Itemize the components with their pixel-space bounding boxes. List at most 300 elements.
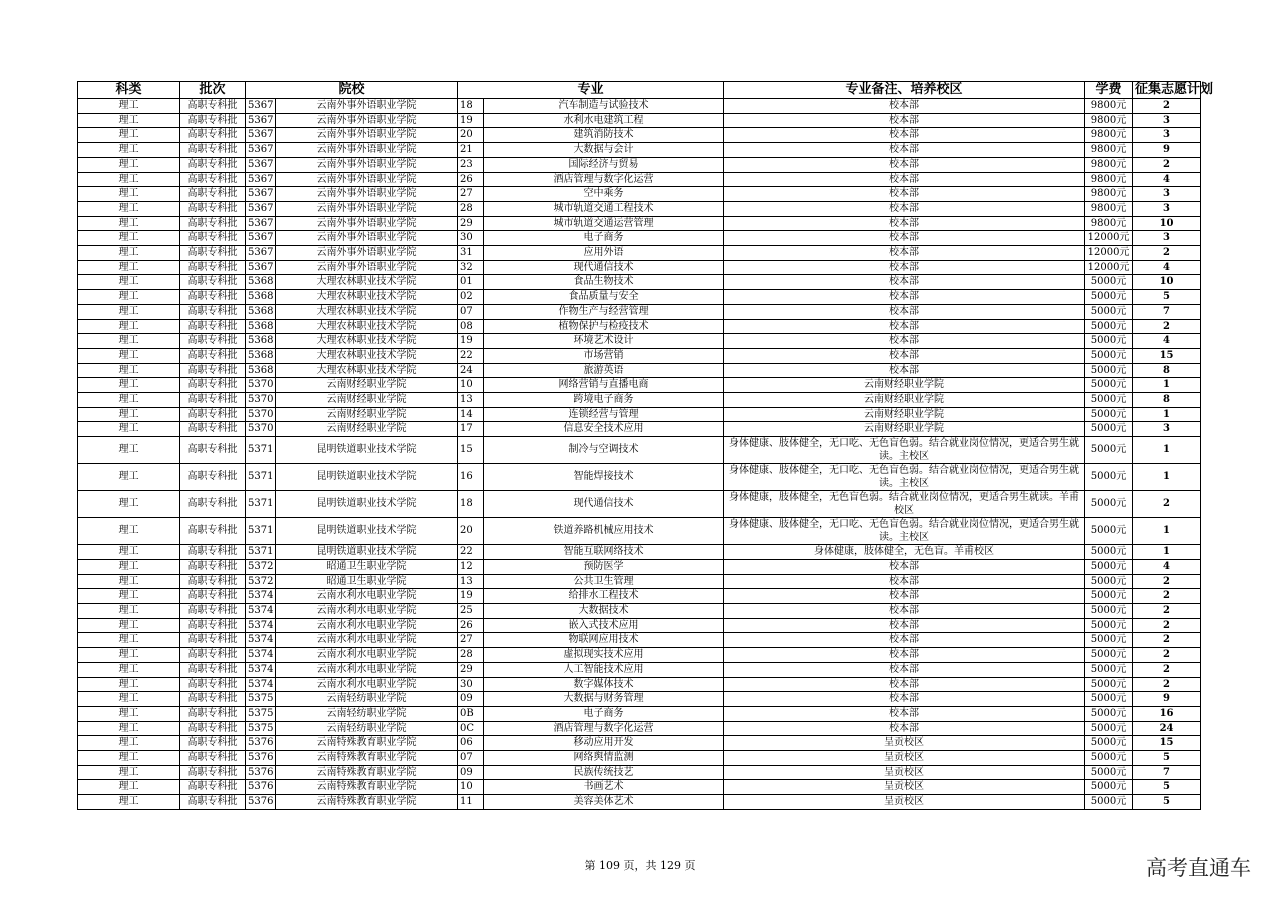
cell-tuition: 5000元 [1085, 603, 1133, 618]
cell-school-code: 5376 [246, 765, 276, 780]
cell-category: 理工 [78, 290, 180, 305]
cell-category: 理工 [78, 304, 180, 319]
cell-remarks: 校本部 [724, 231, 1085, 246]
table-row [78, 721, 1201, 736]
cell-batch: 高职专科批 [180, 319, 246, 334]
cell-batch: 高职专科批 [180, 633, 246, 648]
cell-tuition: 5000元 [1085, 275, 1133, 290]
cell-major-code: 10 [458, 378, 484, 393]
cell-tuition: 5000元 [1085, 677, 1133, 692]
table-row [78, 128, 1201, 143]
cell-category: 理工 [78, 751, 180, 766]
cell-remarks: 校本部 [724, 304, 1085, 319]
cell-school-name: 云南水利水电职业学院 [276, 603, 458, 618]
cell-major-name: 美容美体艺术 [484, 795, 724, 810]
cell-category: 理工 [78, 518, 180, 545]
cell-major-code: 20 [458, 128, 484, 143]
table-row [78, 677, 1201, 692]
cell-remarks: 校本部 [724, 662, 1085, 677]
cell-remarks: 呈贡校区 [724, 795, 1085, 810]
cell-major-name: 预防医学 [484, 559, 724, 574]
cell-batch: 高职专科批 [180, 113, 246, 128]
table-row [78, 795, 1201, 810]
cell-school-code: 5368 [246, 348, 276, 363]
cell-category: 理工 [78, 260, 180, 275]
cell-major-code: 31 [458, 246, 484, 261]
cell-category: 理工 [78, 677, 180, 692]
cell-batch: 高职专科批 [180, 706, 246, 721]
cell-school-code: 5374 [246, 677, 276, 692]
cell-school-name: 大理农林职业技术学院 [276, 348, 458, 363]
cell-school-code: 5367 [246, 260, 276, 275]
cell-remarks: 云南财经职业学院 [724, 407, 1085, 422]
cell-remarks: 校本部 [724, 618, 1085, 633]
cell-category: 理工 [78, 618, 180, 633]
cell-school-name: 云南外事外语职业学院 [276, 187, 458, 202]
cell-major-code: 25 [458, 603, 484, 618]
cell-batch: 高职专科批 [180, 290, 246, 305]
cell-batch: 高职专科批 [180, 128, 246, 143]
cell-plan: 2 [1133, 677, 1201, 692]
cell-school-name: 云南水利水电职业学院 [276, 618, 458, 633]
table-row [78, 662, 1201, 677]
cell-school-code: 5368 [246, 319, 276, 334]
cell-batch: 高职专科批 [180, 677, 246, 692]
cell-batch: 高职专科批 [180, 589, 246, 604]
cell-school-name: 云南财经职业学院 [276, 393, 458, 408]
cell-major-code: 09 [458, 765, 484, 780]
cell-school-name: 云南特殊教育职业学院 [276, 751, 458, 766]
cell-school-code: 5375 [246, 692, 276, 707]
cell-remarks: 校本部 [724, 692, 1085, 707]
cell-plan: 5 [1133, 795, 1201, 810]
cell-remarks: 云南财经职业学院 [724, 393, 1085, 408]
cell-remarks: 校本部 [724, 319, 1085, 334]
cell-major-name: 电子商务 [484, 231, 724, 246]
cell-tuition: 5000元 [1085, 348, 1133, 363]
cell-major-name: 现代通信技术 [484, 260, 724, 275]
cell-tuition: 5000元 [1085, 633, 1133, 648]
cell-school-name: 大理农林职业技术学院 [276, 275, 458, 290]
cell-tuition: 9800元 [1085, 113, 1133, 128]
cell-major-code: 18 [458, 99, 484, 114]
cell-school-name: 云南水利水电职业学院 [276, 589, 458, 604]
cell-major-name: 建筑消防技术 [484, 128, 724, 143]
cell-batch: 高职专科批 [180, 260, 246, 275]
table-row [78, 518, 1201, 545]
cell-tuition: 5000元 [1085, 407, 1133, 422]
cell-major-name: 植物保护与检疫技术 [484, 319, 724, 334]
cell-major-code: 0B [458, 706, 484, 721]
cell-school-name: 云南轻纺职业学院 [276, 706, 458, 721]
cell-major-code: 27 [458, 187, 484, 202]
cell-major-code: 07 [458, 751, 484, 766]
cell-tuition: 5000元 [1085, 780, 1133, 795]
cell-tuition: 9800元 [1085, 128, 1133, 143]
cell-tuition: 5000元 [1085, 662, 1133, 677]
cell-tuition: 5000元 [1085, 618, 1133, 633]
header-plan: 征集志愿计划 [1133, 82, 1201, 99]
cell-tuition: 12000元 [1085, 231, 1133, 246]
cell-category: 理工 [78, 706, 180, 721]
cell-school-code: 5368 [246, 290, 276, 305]
cell-remarks: 校本部 [724, 143, 1085, 158]
cell-major-name: 大数据技术 [484, 603, 724, 618]
table-row [78, 304, 1201, 319]
cell-school-name: 昆明铁道职业技术学院 [276, 464, 458, 491]
cell-tuition: 5000元 [1085, 559, 1133, 574]
cell-school-code: 5376 [246, 736, 276, 751]
table-row [78, 143, 1201, 158]
header-remarks: 专业备注、培养校区 [724, 82, 1085, 99]
cell-plan: 2 [1133, 589, 1201, 604]
cell-major-code: 28 [458, 201, 484, 216]
cell-major-code: 19 [458, 589, 484, 604]
cell-school-name: 昆明铁道职业技术学院 [276, 545, 458, 560]
cell-remarks: 呈贡校区 [724, 736, 1085, 751]
cell-major-name: 嵌入式技术应用 [484, 618, 724, 633]
cell-school-code: 5367 [246, 187, 276, 202]
cell-remarks: 身体健康，肢体健全，无色盲色弱。结合就业岗位情况，更适合男生就读。羊甫校区 [724, 491, 1085, 518]
cell-batch: 高职专科批 [180, 780, 246, 795]
cell-batch: 高职专科批 [180, 721, 246, 736]
cell-major-code: 30 [458, 677, 484, 692]
table-row [78, 491, 1201, 518]
cell-batch: 高职专科批 [180, 795, 246, 810]
cell-school-code: 5367 [246, 99, 276, 114]
cell-school-name: 云南特殊教育职业学院 [276, 795, 458, 810]
cell-school-name: 云南外事外语职业学院 [276, 157, 458, 172]
cell-batch: 高职专科批 [180, 201, 246, 216]
cell-batch: 高职专科批 [180, 545, 246, 560]
cell-tuition: 9800元 [1085, 157, 1133, 172]
cell-major-name: 移动应用开发 [484, 736, 724, 751]
cell-remarks: 校本部 [724, 216, 1085, 231]
cell-tuition: 5000元 [1085, 574, 1133, 589]
cell-school-code: 5371 [246, 518, 276, 545]
cell-major-name: 虚拟现实技术应用 [484, 648, 724, 663]
cell-tuition: 5000元 [1085, 736, 1133, 751]
cell-school-code: 5374 [246, 648, 276, 663]
cell-major-code: 07 [458, 304, 484, 319]
cell-category: 理工 [78, 464, 180, 491]
cell-category: 理工 [78, 157, 180, 172]
cell-batch: 高职专科批 [180, 172, 246, 187]
cell-category: 理工 [78, 692, 180, 707]
cell-major-code: 22 [458, 348, 484, 363]
cell-major-code: 32 [458, 260, 484, 275]
cell-remarks: 校本部 [724, 559, 1085, 574]
cell-plan: 15 [1133, 348, 1201, 363]
table-row [78, 334, 1201, 349]
cell-school-name: 云南外事外语职业学院 [276, 231, 458, 246]
cell-tuition: 5000元 [1085, 545, 1133, 560]
cell-major-name: 物联网应用技术 [484, 633, 724, 648]
cell-major-code: 16 [458, 464, 484, 491]
cell-remarks: 校本部 [724, 677, 1085, 692]
cell-school-name: 大理农林职业技术学院 [276, 290, 458, 305]
cell-school-name: 云南水利水电职业学院 [276, 633, 458, 648]
cell-school-code: 5374 [246, 662, 276, 677]
table-row [78, 603, 1201, 618]
cell-major-code: 15 [458, 437, 484, 464]
table-row [78, 648, 1201, 663]
cell-plan: 1 [1133, 378, 1201, 393]
cell-major-code: 14 [458, 407, 484, 422]
cell-plan: 5 [1133, 290, 1201, 305]
cell-major-name: 酒店管理与数字化运营 [484, 721, 724, 736]
cell-plan: 4 [1133, 334, 1201, 349]
cell-major-code: 23 [458, 157, 484, 172]
cell-tuition: 12000元 [1085, 246, 1133, 261]
cell-school-name: 云南水利水电职业学院 [276, 662, 458, 677]
cell-school-code: 5367 [246, 231, 276, 246]
cell-major-name: 大数据与财务管理 [484, 692, 724, 707]
cell-school-code: 5376 [246, 751, 276, 766]
cell-tuition: 5000元 [1085, 589, 1133, 604]
cell-school-name: 云南外事外语职业学院 [276, 216, 458, 231]
cell-major-name: 数字媒体技术 [484, 677, 724, 692]
cell-major-name: 铁道养路机械应用技术 [484, 518, 724, 545]
table-row [78, 633, 1201, 648]
cell-school-code: 5368 [246, 334, 276, 349]
cell-category: 理工 [78, 113, 180, 128]
cell-plan: 7 [1133, 765, 1201, 780]
cell-plan: 3 [1133, 231, 1201, 246]
cell-major-name: 连锁经营与管理 [484, 407, 724, 422]
cell-tuition: 5000元 [1085, 319, 1133, 334]
cell-major-name: 制冷与空调技术 [484, 437, 724, 464]
cell-major-name: 国际经济与贸易 [484, 157, 724, 172]
cell-remarks: 校本部 [724, 260, 1085, 275]
cell-plan: 3 [1133, 128, 1201, 143]
cell-major-code: 27 [458, 633, 484, 648]
cell-batch: 高职专科批 [180, 304, 246, 319]
cell-major-code: 21 [458, 143, 484, 158]
table-row [78, 393, 1201, 408]
table-row [78, 736, 1201, 751]
cell-remarks: 身体健康、肢体健全，无口吃、无色盲色弱。结合就业岗位情况，更适合男生就读。主校区 [724, 464, 1085, 491]
table-row [78, 706, 1201, 721]
table-row [78, 157, 1201, 172]
cell-remarks: 校本部 [724, 363, 1085, 378]
cell-school-code: 5367 [246, 113, 276, 128]
cell-school-name: 昆明铁道职业技术学院 [276, 437, 458, 464]
cell-plan: 2 [1133, 633, 1201, 648]
table-row [78, 559, 1201, 574]
cell-category: 理工 [78, 437, 180, 464]
cell-category: 理工 [78, 363, 180, 378]
cell-remarks: 校本部 [724, 99, 1085, 114]
cell-tuition: 5000元 [1085, 393, 1133, 408]
cell-remarks: 校本部 [724, 275, 1085, 290]
cell-major-name: 城市轨道交通工程技术 [484, 201, 724, 216]
cell-category: 理工 [78, 231, 180, 246]
cell-school-name: 云南财经职业学院 [276, 407, 458, 422]
cell-major-code: 09 [458, 692, 484, 707]
cell-remarks: 校本部 [724, 290, 1085, 305]
cell-plan: 7 [1133, 304, 1201, 319]
cell-category: 理工 [78, 780, 180, 795]
cell-plan: 2 [1133, 491, 1201, 518]
cell-school-name: 云南外事外语职业学院 [276, 201, 458, 216]
cell-major-code: 01 [458, 275, 484, 290]
cell-batch: 高职专科批 [180, 393, 246, 408]
cell-school-name: 昆明铁道职业技术学院 [276, 491, 458, 518]
table-row [78, 275, 1201, 290]
cell-tuition: 5000元 [1085, 290, 1133, 305]
header-tuition: 学费 [1085, 82, 1133, 99]
cell-plan: 3 [1133, 422, 1201, 437]
cell-remarks: 呈贡校区 [724, 765, 1085, 780]
cell-remarks: 校本部 [724, 201, 1085, 216]
cell-batch: 高职专科批 [180, 736, 246, 751]
cell-category: 理工 [78, 721, 180, 736]
table-row [78, 545, 1201, 560]
cell-major-name: 环境艺术设计 [484, 334, 724, 349]
cell-batch: 高职专科批 [180, 603, 246, 618]
cell-remarks: 云南财经职业学院 [724, 422, 1085, 437]
cell-school-code: 5374 [246, 618, 276, 633]
cell-tuition: 5000元 [1085, 751, 1133, 766]
cell-school-name: 大理农林职业技术学院 [276, 319, 458, 334]
cell-tuition: 5000元 [1085, 491, 1133, 518]
cell-remarks: 校本部 [724, 246, 1085, 261]
cell-remarks: 云南财经职业学院 [724, 378, 1085, 393]
cell-major-code: 13 [458, 574, 484, 589]
cell-school-name: 大理农林职业技术学院 [276, 304, 458, 319]
cell-major-name: 公共卫生管理 [484, 574, 724, 589]
table-row [78, 437, 1201, 464]
cell-school-code: 5367 [246, 143, 276, 158]
cell-category: 理工 [78, 589, 180, 604]
cell-major-name: 作物生产与经营管理 [484, 304, 724, 319]
cell-tuition: 5000元 [1085, 422, 1133, 437]
cell-major-code: 24 [458, 363, 484, 378]
cell-plan: 4 [1133, 260, 1201, 275]
cell-major-name: 信息安全技术应用 [484, 422, 724, 437]
watermark-logo: 高考直通车 [1146, 856, 1251, 880]
cell-major-name: 智能互联网络技术 [484, 545, 724, 560]
cell-tuition: 9800元 [1085, 99, 1133, 114]
cell-plan: 8 [1133, 393, 1201, 408]
cell-tuition: 5000元 [1085, 692, 1133, 707]
table-row [78, 574, 1201, 589]
cell-remarks: 呈贡校区 [724, 780, 1085, 795]
cell-tuition: 9800元 [1085, 201, 1133, 216]
cell-category: 理工 [78, 216, 180, 231]
table-row [78, 692, 1201, 707]
cell-major-code: 11 [458, 795, 484, 810]
cell-plan: 2 [1133, 319, 1201, 334]
table-row [78, 348, 1201, 363]
cell-category: 理工 [78, 275, 180, 290]
cell-school-code: 5367 [246, 157, 276, 172]
cell-school-code: 5374 [246, 589, 276, 604]
table-row [78, 231, 1201, 246]
cell-batch: 高职专科批 [180, 491, 246, 518]
page-footer: 第 109 页，共 129 页 [584, 859, 696, 872]
cell-category: 理工 [78, 378, 180, 393]
cell-category: 理工 [78, 143, 180, 158]
cell-plan: 2 [1133, 603, 1201, 618]
cell-batch: 高职专科批 [180, 648, 246, 663]
table-row [78, 113, 1201, 128]
table-row [78, 201, 1201, 216]
cell-remarks: 呈贡校区 [724, 751, 1085, 766]
cell-school-name: 云南财经职业学院 [276, 422, 458, 437]
cell-plan: 1 [1133, 407, 1201, 422]
cell-school-code: 5375 [246, 706, 276, 721]
cell-school-name: 云南外事外语职业学院 [276, 172, 458, 187]
cell-tuition: 5000元 [1085, 765, 1133, 780]
cell-major-code: 10 [458, 780, 484, 795]
cell-category: 理工 [78, 765, 180, 780]
cell-major-name: 智能焊接技术 [484, 464, 724, 491]
cell-major-code: 08 [458, 319, 484, 334]
cell-plan: 4 [1133, 172, 1201, 187]
cell-batch: 高职专科批 [180, 275, 246, 290]
cell-plan: 10 [1133, 216, 1201, 231]
cell-school-code: 5370 [246, 422, 276, 437]
table-row [78, 751, 1201, 766]
cell-major-code: 26 [458, 172, 484, 187]
cell-tuition: 12000元 [1085, 260, 1133, 275]
cell-batch: 高职专科批 [180, 363, 246, 378]
cell-batch: 高职专科批 [180, 574, 246, 589]
cell-major-code: 22 [458, 545, 484, 560]
cell-category: 理工 [78, 393, 180, 408]
cell-school-name: 云南外事外语职业学院 [276, 128, 458, 143]
cell-plan: 3 [1133, 187, 1201, 202]
cell-major-name: 旅游英语 [484, 363, 724, 378]
cell-major-name: 跨境电子商务 [484, 393, 724, 408]
cell-plan: 1 [1133, 545, 1201, 560]
cell-plan: 8 [1133, 363, 1201, 378]
cell-tuition: 5000元 [1085, 464, 1133, 491]
cell-tuition: 5000元 [1085, 721, 1133, 736]
cell-batch: 高职专科批 [180, 765, 246, 780]
cell-plan: 3 [1133, 201, 1201, 216]
table-row [78, 378, 1201, 393]
cell-school-code: 5371 [246, 491, 276, 518]
cell-major-name: 给排水工程技术 [484, 589, 724, 604]
cell-batch: 高职专科批 [180, 618, 246, 633]
header-major: 专业 [458, 82, 724, 99]
cell-school-name: 云南特殊教育职业学院 [276, 780, 458, 795]
cell-tuition: 5000元 [1085, 304, 1133, 319]
cell-category: 理工 [78, 319, 180, 334]
cell-category: 理工 [78, 603, 180, 618]
table-row [78, 589, 1201, 604]
cell-batch: 高职专科批 [180, 437, 246, 464]
cell-major-name: 食品质量与安全 [484, 290, 724, 305]
cell-batch: 高职专科批 [180, 231, 246, 246]
cell-school-name: 云南轻纺职业学院 [276, 692, 458, 707]
table-row [78, 172, 1201, 187]
table-row [78, 260, 1201, 275]
cell-plan: 24 [1133, 721, 1201, 736]
cell-major-name: 空中乘务 [484, 187, 724, 202]
cell-tuition: 5000元 [1085, 363, 1133, 378]
cell-category: 理工 [78, 172, 180, 187]
table-row [78, 618, 1201, 633]
table-row [78, 246, 1201, 261]
cell-school-code: 5372 [246, 574, 276, 589]
cell-major-code: 29 [458, 216, 484, 231]
cell-school-code: 5375 [246, 721, 276, 736]
cell-school-name: 云南轻纺职业学院 [276, 721, 458, 736]
